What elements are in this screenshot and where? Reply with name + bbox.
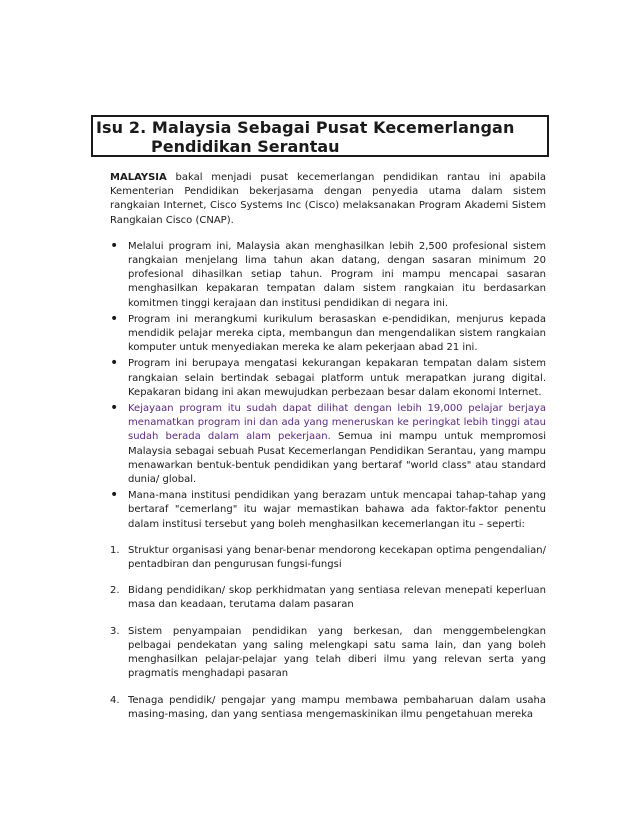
item-text: Bidang pendidikan/ skop perkhidmatan yang sentiasa relevan menepati keperluan masa dan keadaan, terutama dalam pasaran xyxy=(128,585,546,611)
numbered-item xyxy=(110,544,546,572)
bullet-item xyxy=(110,313,546,356)
bullet-text: Semua ini mampu untuk mempromosi Malaysia sebagai sebuah Pusat Kecemerlangan Pendidikan Serantau, yang mampu menawarkan bentuk-bentuk pendidikan yang bertaraf "world class" atau standard dunia/ global. xyxy=(128,431,546,486)
item-number: 2. xyxy=(110,585,120,597)
bullet-text: Mana-mana institusi pendidikan yang berazam untuk mencapai tahap-tahap yang bertaraf "cemerlang" itu wajar memastikan bahawa ada faktor-faktor penentu dalam institusi tersebut yang boleh menghasilkan kecemerlangan itu – seperti: xyxy=(128,490,546,530)
bullet-text: Program ini merangkumi kurikulum berasaskan e-pendidikan, menjurus kepada mendidik pelajar mereka cipta, membangun dan mengendalikan sistem rangkaian komputer untuk menyediakan mereka ke alam pekerjaan abad 21 ini. xyxy=(128,313,546,354)
intro-paragraph xyxy=(110,171,546,228)
bullet-text: Program ini berupaya mengatasi kekurangan kepakaran tempatan dalam sistem rangkaian selain bertindak sebagai platform untuk merapatkan jurang digital. Kepakaran bidang ini akan mewujudkan perbezaan besar dalam ekonomi Internet. xyxy=(128,358,546,398)
document-body xyxy=(110,171,546,734)
bullet-item xyxy=(110,240,546,311)
numbered-list xyxy=(110,544,546,722)
intro-lead: MALAYSIA xyxy=(110,172,167,183)
bullet-item xyxy=(110,402,546,487)
bullet-text: Melalui program ini, Malaysia akan menghasilkan lebih 2,500 profesional sistem rangkaian menjelang lima tahun akan datang, dengan sasaran minimum 20 profesional dihasilkan setiap tahun. Program ini mampu mencapai sasaran menghasilkan kepakaran tempatan dalam sistem rangkaian itu berdasarkan komitmen tinggi kerajaan dan institusi pendidikan di negara ini. xyxy=(128,240,546,309)
bullet-list xyxy=(110,240,546,532)
page-title-line-1: Isu 2. Malaysia Sebagai Pusat Kecemerlangan xyxy=(96,118,515,137)
intro-text: bakal menjadi pusat kecemerlangan pendidikan rantau ini apabila Kementerian Pendidikan bekerjasama dengan penyedia utama dalam sistem rangkaian Internet, Cisco Systems Inc (Cisco) melaksanakan Program Akademi Sistem Rangkaian Cisco (CNAP). xyxy=(110,172,546,226)
numbered-item xyxy=(110,694,546,722)
item-number: 3. xyxy=(110,625,120,637)
item-number: 4. xyxy=(110,694,120,706)
bullet-item xyxy=(110,357,546,400)
item-text: Tenaga pendidik/ pengajar yang mampu membawa pembaharuan dalam usaha masing-masing, dan yang sentiasa mengemaskinikan ilmu pengetahuan mereka xyxy=(128,694,546,720)
numbered-item xyxy=(110,584,546,612)
item-text: Struktur organisasi yang benar-benar mendorong kecekapan optima pengendalian/ pentadbiran dan pengurusan fungsi-fungsi xyxy=(128,544,546,571)
page-title-line-2: Pendidikan Serantau xyxy=(151,137,340,156)
numbered-item xyxy=(110,625,546,682)
item-text: Sistem penyampaian pendidikan yang berkesan, dan menggembelengkan pelbagai pendekatan yang saling melengkapi satu sama lain, dan yang boleh menghasilkan pelajar-pelajar yang telah diberi ilmu yang relevan serta yang pragmatis menghadapi pasaran xyxy=(128,625,546,680)
item-number: 1. xyxy=(110,544,120,556)
bullet-item xyxy=(110,489,546,532)
bullet-highlight: Kejayaan program itu sudah dapat dilihat dengan lebih 19,000 pelajar berjaya menamatkan program ini dan ada yang meneruskan ke peringkat lebih tinggi atau sudah berada dalam alam pekerjaan. xyxy=(128,403,546,443)
title-box xyxy=(91,115,549,157)
